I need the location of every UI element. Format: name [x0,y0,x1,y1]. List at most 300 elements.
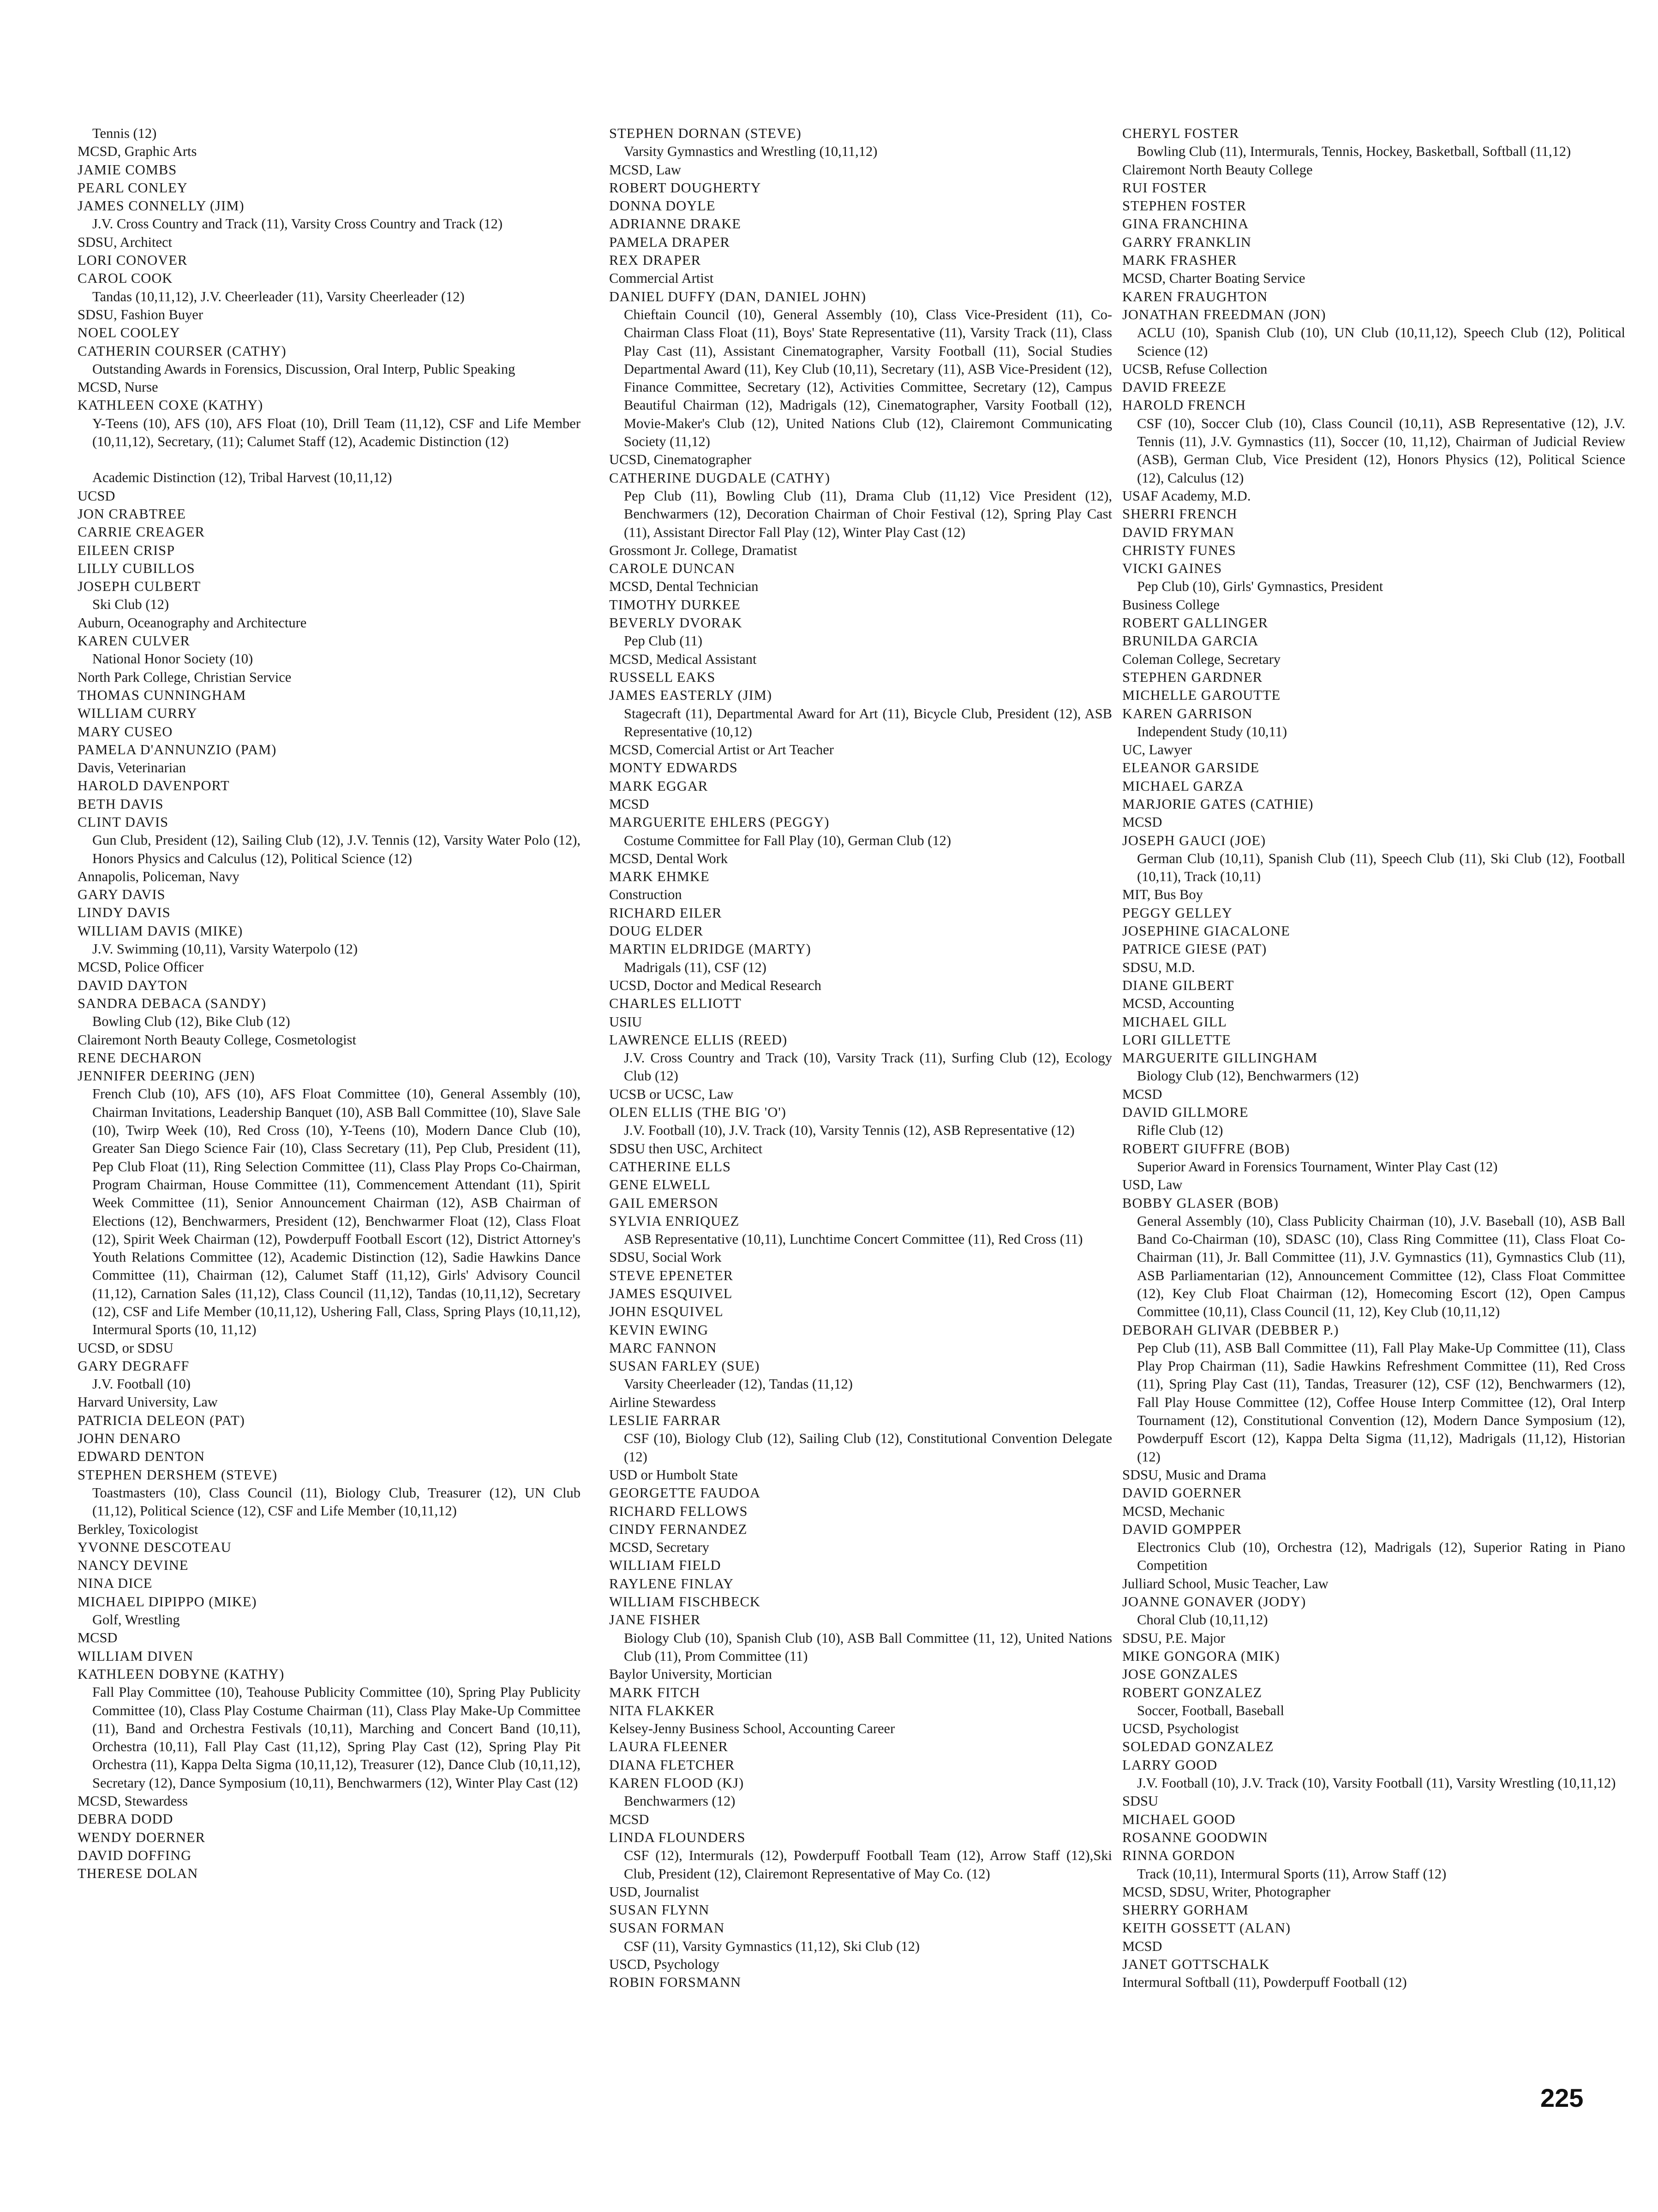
senior-name: LORI CONOVER [78,252,188,268]
senior-entry [609,215,1112,233]
senior-entry [78,704,581,722]
career-plan: Harvard University, Law [78,1394,218,1410]
career-plan: Julliard School, Music Teacher, Law [1122,1575,1329,1592]
senior-name: ROBERT DOUGHERTY [609,179,761,196]
senior-entry [609,995,1112,1031]
senior-name: GINA FRANCHINA [1122,216,1249,232]
senior-entry [1122,668,1625,686]
senior-name: LINDA FLOUNDERS [609,1829,746,1845]
senior-name: OLEN ELLIS (THE BIG 'O') [609,1104,786,1121]
senior-entry [78,487,581,505]
senior-entry [1122,1829,1625,1847]
senior-entry [609,1212,1112,1267]
career-plan: USD or Humbolt State [609,1467,738,1483]
senior-entry [78,1556,581,1574]
career-plan: Clairemont North Beauty College [1122,161,1313,178]
senior-name: LARRY GOOD [1122,1757,1218,1773]
senior-name: ROBERT GIUFFRE (BOB) [1122,1140,1290,1157]
senior-name: WILLIAM FIELD [609,1557,721,1574]
career-plan: Commercial Artist [609,270,714,286]
career-plan: SDSU, M.D. [1122,959,1195,975]
senior-name: SYLVIA ENRIQUEZ [609,1213,740,1229]
activities-text: Biology Club (10), Spanish Club (10), ASB Ball Committee (11, 12), United Nations Club (11), Prom Committee (11) [624,1630,1112,1664]
senior-name: MARGUERITE GILLINGHAM [1122,1050,1318,1066]
senior-entry [609,197,1112,215]
senior-name: STEPHEN GARDNER [1122,669,1263,685]
career-plan: Grossmont Jr. College, Dramatist [609,542,797,558]
career-plan: Construction [609,887,682,903]
senior-entry [78,1448,581,1466]
activities-text: Varsity Gymnastics and Wrestling (10,11,12) [624,143,878,160]
career-plan: Kelsey-Jenny Business School, Accounting Career [609,1721,895,1737]
senior-name: ELEANOR GARSIDE [1122,760,1260,776]
senior-name: CATHERINE ELLS [609,1158,731,1175]
senior-name: CHERYL FOSTER [1122,125,1239,141]
senior-entry [78,1067,581,1357]
senior-name: JON CRABTREE [78,506,186,522]
senior-name: MICHAEL GILL [1122,1014,1227,1030]
senior-entry [78,143,581,161]
senior-entry [78,505,581,523]
senior-name: LINDY DAVIS [78,905,171,921]
senior-name: CLINT DAVIS [78,814,169,830]
senior-entry [78,1810,581,1828]
career-plan: MCSD [1122,1086,1162,1102]
roster-column-2 [609,125,1112,1992]
senior-entry [1122,1847,1625,1901]
senior-entry [609,1484,1112,1502]
activities-text: Biology Club (12), Benchwarmers (12) [1137,1068,1359,1084]
activities-text: Soccer, Football, Baseball [1137,1702,1284,1718]
activities-text: Pep Club (11) [624,633,702,649]
career-plan: MCSD [609,796,649,812]
senior-entry [609,1031,1112,1103]
career-plan: UCSD, Psychologist [1122,1721,1239,1737]
senior-entry [1122,777,1625,795]
career-plan: MCSD, Stewardess [78,1793,188,1809]
senior-entry [78,632,581,686]
senior-entry [609,1357,1112,1412]
senior-entry [1122,288,1625,306]
senior-entry [609,469,1112,560]
senior-entry [1122,251,1625,288]
activities-text: Y-Teens (10), AFS (10), AFS Float (10), Drill Team (11,12), CSF and Life Member (10,11,12), Secretary, (11); Calumet Staff (12), Academic Distinction (12) [92,415,581,450]
senior-entry [609,668,1112,686]
activities-text: French Club (10), AFS (10), AFS Float Committee (10), General Assembly (10), Chairman Invitations, Leadership Banquet (10), ASB Ball Committee (10), Slave Sale (10), Twirp Week (10), Red Cross (10), Y-Teens (10), Modern Dance Club (10), Greater San Diego Science Fair (10), Class Secretary (11), Pep Club, President (11), Pep Club Float (11), Ring Selection Committee (11), Class Play Props Co-Chairman, Program Chairman, House Committee (11), Commencement Attendant (11), Spirit Week Committee (11), Senior Announcement Chairman (12), ASB Chairman of Elections (12), Benchwarmers, President (12), Benchwarmer Float (12), Class Float (12), Spirit Week Chairman (12), Powderpuff Football Escort (12), District Attorney's Youth Relations Committee (12), Academic Distinction (12), Sadie Hawkins Dance Committee (11), Chairman (12), Calumet Staff (11,12), Girls' Advisory Council (11,12), Carnation Sales (11,12), Class Council (11,12), Tandas (10,11,12), Secretary (12), CSF and Life Member (10,11,12), Ushering Fall, Class, Spring Plays (10,11,12), Intermural Sports (10, 11,12) [92,1086,581,1338]
career-plan: MCSD, Nurse [78,379,158,395]
senior-entry [78,922,581,977]
senior-name: MARK FITCH [609,1684,700,1700]
senior-entry [1122,940,1625,977]
senior-name: RENE DECHARON [78,1049,202,1066]
senior-entry [78,1357,581,1412]
senior-name: JOSEPHINE GIACALONE [1122,923,1290,939]
senior-entry [78,795,581,813]
senior-name: THOMAS CUNNINGHAM [78,687,246,703]
senior-entry [78,995,581,1049]
senior-name: STEPHEN DORNAN (STEVE) [609,125,802,141]
senior-name: NITA FLAKKER [609,1702,715,1718]
senior-entry [1122,1665,1625,1683]
senior-entry [78,179,581,197]
activities-text: Toastmasters (10), Class Council (11), Biology Club, Treasurer (12), UN Club (11,12), Political Science (12), CSF and Life Member (10,11,12) [92,1485,581,1519]
senior-entry [78,542,581,560]
senior-entry [609,1502,1112,1520]
senior-entry [609,179,1112,197]
senior-name: DAVID FRYMAN [1122,524,1234,540]
career-plan: MCSD, SDSU, Writer, Photographer [1122,1884,1331,1900]
senior-name: ROSANNE GOODWIN [1122,1829,1268,1845]
senior-entry [1122,306,1625,378]
senior-entry [1122,614,1625,632]
senior-name: BETH DAVIS [78,796,164,812]
senior-name: GARRY FRANKLIN [1122,234,1251,250]
career-plan: MCSD, Mechanic [1122,1503,1225,1519]
senior-name: JOHN ESQUIVEL [609,1304,724,1320]
senior-name: MARGUERITE EHLERS (PEGGY) [609,814,830,830]
activities-text: Fall Play Committee (10), Teahouse Publicity Committee (10), Spring Play Publicity Committee (10), Class Play Costume Chairman (11), Class Play Make-Up Committee (11), Band and Orchestra Festivals (10,11), Marching and Concert Band (10,11), Orchestra (10,11), Fall Play Cast (11,12), Spring Play Cast (12), Spring Play Pit Orchestra (11), Kappa Delta Sigma (10,11,12), Treasurer (12), Dance Club (10,11,12), Secretary (12), Dance Symposium (10,11), Benchwarmers (12), Winter Play Cast (12) [92,1684,581,1791]
senior-name: DEBORAH GLIVAR (DEBBER P.) [1122,1322,1339,1338]
senior-name: MARK FRASHER [1122,252,1237,268]
senior-entry [609,1919,1112,1974]
senior-entry [78,1412,581,1430]
senior-name: DOUG ELDER [609,923,703,939]
activities-text: J.V. Cross Country and Track (10), Varsity Track (11), Surfing Club (12), Ecology Club (12) [624,1050,1112,1084]
career-plan: MCSD, Secretary [609,1539,709,1556]
senior-name: DEBRA DODD [78,1811,174,1827]
senior-entry [1122,904,1625,922]
career-plan: Davis, Veterinarian [78,760,186,776]
senior-entry [609,1575,1112,1593]
career-plan: North Park College, Christian Service [78,669,292,685]
senior-name: VICKI GAINES [1122,560,1222,577]
senior-entry [78,1466,581,1538]
senior-entry [609,940,1112,995]
senior-entry [78,578,581,632]
senior-entry [1122,125,1625,179]
senior-entry [609,1520,1112,1557]
senior-name: JOANNE GONAVER (JODY) [1122,1594,1306,1610]
senior-name: JAMES ESQUIVEL [609,1286,733,1301]
senior-name: MARTIN ELDRIDGE (MARTY) [609,941,811,957]
activities-text: CSF (10), Soccer Club (10), Class Council (10,11), ASB Representative (12), J.V. Tennis (11), J.V. Gymnastics (11), Soccer (10, 11,12), Chairman of Judicial Review (ASB), German Club, Vice President (12), Honors Physics (12), Political Science (12), Calculus (12) [1137,415,1625,486]
senior-entry [1122,686,1625,704]
career-plan: USCD, Psychology [609,1956,719,1972]
senior-entry [609,1684,1112,1702]
career-plan: SDSU [1122,1793,1158,1809]
senior-name: JAMES EASTERLY (JIM) [609,687,772,704]
senior-entry [1122,1484,1625,1520]
senior-entry [1122,179,1625,197]
senior-name: ADRIANNE DRAKE [609,216,741,232]
activities-text: J.V. Cross Country and Track (11), Varsity Cross Country and Track (12) [92,216,503,232]
career-plan: MCSD [1122,1938,1162,1954]
senior-name: SUSAN FARLEY (SUE) [609,1358,760,1374]
activities-text: Ski Club (12) [92,596,169,613]
senior-name: LILLY CUBILLOS [78,560,195,576]
senior-name: PAMELA DRAPER [609,234,730,250]
senior-entry [609,1412,1112,1484]
senior-name: KAREN FRAUGHTON [1122,288,1268,304]
senior-name: KEITH GOSSETT (ALAN) [1122,1920,1291,1936]
senior-entry [1122,1593,1625,1647]
activities-text: Golf, Wrestling [92,1612,180,1628]
senior-entry [609,560,1112,596]
senior-name: RUSSELL EAKS [609,669,716,685]
senior-name: HAROLD FRENCH [1122,397,1246,413]
career-plan: SDSU, Social Work [609,1249,722,1265]
senior-entry [78,686,581,704]
senior-entry [1122,1049,1625,1103]
senior-name: DAVID DOFFING [78,1847,192,1863]
senior-name: DAVID DAYTON [78,977,188,993]
senior-name: KEVIN EWING [609,1322,709,1338]
senior-name: STEPHEN FOSTER [1122,198,1247,214]
career-plan: Coleman College, Secretary [1122,651,1281,667]
senior-name: SOLEDAD GONZALEZ [1122,1739,1274,1755]
senior-entry [1122,977,1625,1013]
senior-name: CAROLE DUNCAN [609,560,736,577]
senior-entry [609,1901,1112,1919]
senior-entry [609,251,1112,288]
senior-entry [1122,1031,1625,1049]
senior-entry [609,1774,1112,1829]
activities-text: J.V. Football (10), J.V. Track (10), Varsity Football (11), Varsity Wrestling (10,11,12) [1137,1775,1616,1791]
senior-name: SUSAN FLYNN [609,1902,710,1918]
senior-entry [78,197,581,251]
career-plan: Berkley, Toxicologist [78,1521,198,1537]
senior-name: MIKE GONGORA (MIK) [1122,1648,1280,1664]
senior-entry [609,1285,1112,1303]
senior-entry [1122,1811,1625,1829]
page-number: 225 [1540,2083,1584,2112]
senior-name: MARJORIE GATES (CATHIE) [1122,796,1314,812]
senior-name: WENDY DOERNER [78,1829,206,1845]
senior-name: DAVID GOERNER [1122,1485,1242,1501]
senior-name: WILLIAM CURRY [78,705,198,721]
senior-name: DAVID GILLMORE [1122,1104,1249,1121]
senior-name: DANIEL DUFFY (DAN, DANIEL JOHN) [609,288,867,304]
senior-entry [609,233,1112,251]
senior-name: PEARL CONLEY [78,179,188,196]
career-plan: Airline Stewardess [609,1394,716,1410]
senior-entry [609,1103,1112,1158]
senior-name: JAMES CONNELLY (JIM) [78,198,245,214]
career-plan: USAF Academy, M.D. [1122,488,1251,504]
senior-entry [78,342,581,397]
activities-text: Pep Club (11), ASB Ball Committee (11), Fall Play Make-Up Committee (11), Class Play Prop Chairman (11), Sadie Hawkins Refreshment Committee (11), Red Cross (11), Spring Play Cast (11), Tandas, Treasurer (12), CSF (12), Benchwarmers (12), Fall Play House Committee (12), Coffee House Interp Committee (12), Oral Interp Tournament (12), Constitutional Convention (12), Modern Dance Symposium (12), Powderpuff Escort (12), Kappa Delta Sigma (11,12), Madrigals (11,12), Historian (12) [1137,1340,1625,1465]
senior-entry [1122,1520,1625,1593]
senior-name: WILLIAM DAVIS (MIKE) [78,923,243,939]
senior-name: DAVID FREEZE [1122,379,1227,395]
senior-name: CARRIE CREAGER [78,524,205,540]
senior-entry [609,1176,1112,1194]
senior-entry [78,1865,581,1883]
senior-entry [609,777,1112,814]
career-plan: SDSU, Architect [78,234,173,250]
senior-entry [1122,759,1625,777]
activities-text: Varsity Cheerleader (12), Tandas (11,12) [624,1376,853,1392]
senior-entry [609,1593,1112,1611]
senior-entry [1122,560,1625,614]
activities-text: Pep Club (10), Girls' Gymnastics, President [1137,578,1383,595]
career-plan: Baylor University, Mortician [609,1666,772,1682]
senior-entry [78,1593,581,1647]
senior-entry [1122,1647,1625,1665]
activities-text: Pep Club (11), Bowling Club (11), Drama Club (11,12) Vice President (12), Benchwarmers (12), Decoration Chairman of Choir Festival (12), Spring Play Cast (11), Assistant Director Fall Play (12), Winter Play Cast (12) [624,488,1112,540]
senior-entry [78,813,581,886]
senior-entry [1122,1901,1625,1919]
senior-entry [609,1158,1112,1176]
career-plan: USIU [609,1014,642,1030]
career-plan: MCSD [1122,814,1162,830]
career-plan: Clairemont North Beauty College, Cosmetologist [78,1031,356,1048]
senior-name: KAREN CULVER [78,633,190,649]
senior-entry [78,269,581,324]
senior-entry [78,741,581,777]
senior-name: JOSEPH CULBERT [78,578,201,595]
senior-name: CATHERINE DUGDALE (CATHY) [609,470,831,486]
career-plan: Annapolis, Policeman, Navy [78,868,239,884]
senior-name: JAMIE COMBS [78,161,177,178]
career-plan: UCSB, Refuse Collection [1122,361,1268,377]
senior-name: KATHLEEN DOBYNE (KATHY) [78,1666,285,1682]
senior-entry [1122,795,1625,832]
senior-name: ROBERT GALLINGER [1122,615,1269,631]
activities-text: Chieftain Council (10), General Assembly (10), Class Vice-President (11), Co-Chairman Class Float (11), Boys' State Representative (11), Varsity Track (11), Class Play Cast (11), Assistant Cinematographer, Varsity Football (11), Social Studies Departmental Award (11), Key Club (10,11), Secretary (11), ASB Vice-President (12), Finance Committee, Secretary (12), Activities Committee, Secretary (12), Campus Beautiful Chairman (12), Madrigals (12), Cinematographer, Varsity Football (12), Movie-Maker's Club (12), United Nations Club (12), Clairemont Communicating Society (11,12) [624,306,1112,450]
senior-entry [78,1538,581,1556]
senior-entry [609,1829,1112,1901]
career-plan: SDSU, P.E. Major [1122,1630,1225,1646]
senior-name: YVONNE DESCOTEAU [78,1539,232,1555]
activities-text: Tennis (12) [92,125,157,141]
senior-entry [1122,705,1625,759]
senior-name: LAURA FLEENER [609,1739,728,1755]
senior-name: CHRISTY FUNES [1122,542,1236,558]
senior-entry [609,288,1112,469]
senior-name: LESLIE FARRAR [609,1413,721,1429]
career-plan: MCSD [609,1811,649,1827]
career-plan: Intermural Softball (11), Powderpuff Football (12) [1122,1974,1407,1991]
senior-name: DAVID GOMPPER [1122,1521,1242,1537]
activities-text: Madrigals (11), CSF (12) [624,959,766,975]
senior-name: DIANA FLETCHER [609,1757,735,1773]
senior-entry [1122,505,1625,523]
senior-name: HAROLD DAVENPORT [78,778,230,794]
senior-name: SHERRI FRENCH [1122,506,1238,522]
senior-entry [1122,1013,1625,1031]
senior-name: ROBERT GONZALEZ [1122,1684,1263,1700]
senior-entry [1122,922,1625,940]
activities-text: Superior Award in Forensics Tournament, Winter Play Cast (12) [1137,1158,1498,1175]
senior-name: SUSAN FORMAN [609,1920,725,1936]
senior-name: PATRICE GIESE (PAT) [1122,941,1267,957]
activities-text: National Honor Society (10) [92,651,253,667]
senior-name: CINDY FERNANDEZ [609,1521,748,1537]
senior-entry [78,125,581,143]
senior-name: SANDRA DEBACA (SANDY) [78,995,267,1011]
senior-name: RINNA GORDON [1122,1848,1235,1864]
activities-text: Electronics Club (10), Orchestra (12), Madrigals (12), Superior Rating in Piano Competition [1137,1539,1625,1574]
senior-entry [1122,1756,1625,1811]
senior-name: JOHN DENARO [78,1431,181,1447]
senior-entry [78,886,581,904]
senior-name: LORI GILLETTE [1122,1031,1231,1048]
senior-entry [78,1049,581,1067]
career-plan: MCSD, Dental Work [609,850,728,866]
activities-text: Choral Club (10,11,12) [1137,1612,1268,1628]
senior-name: WILLIAM DIVEN [78,1648,193,1664]
senior-name: BEVERLY DVORAK [609,615,742,631]
senior-entry [609,1756,1112,1774]
senior-name: EILEEN CRISP [78,542,175,558]
senior-entry [1122,1956,1625,1992]
career-plan: MCSD [78,1630,118,1646]
career-plan: Auburn, Oceanography and Architecture [78,614,307,631]
senior-name: NANCY DEVINE [78,1557,189,1574]
senior-name: MARK EGGAR [609,778,708,794]
senior-name: JOSEPH GAUCI (JOE) [1122,832,1266,848]
senior-name: GARY DAVIS [78,887,166,903]
senior-entry [609,1556,1112,1574]
senior-name: PEGGY GELLEY [1122,905,1233,921]
senior-name: RUI FOSTER [1122,179,1207,196]
senior-name: GARY DEGRAFF [78,1358,190,1374]
activities-text: Track (10,11), Intermural Sports (11), Arrow Staff (12) [1137,1866,1447,1882]
activities-text: Academic Distinction (12), Tribal Harvest (10,11,12) [92,470,392,486]
activities-text: Costume Committee for Fall Play (10), German Club (12) [624,832,952,848]
career-plan: MCSD, Police Officer [78,959,204,975]
senior-entry [609,1321,1112,1339]
senior-entry [609,813,1112,868]
senior-name: WILLIAM FISCHBECK [609,1594,760,1610]
senior-entry [1122,1103,1625,1140]
senior-entry [78,1847,581,1865]
senior-entry [609,904,1112,922]
senior-name: DONNA DOYLE [609,198,716,214]
activities-text: Rifle Club (12) [1137,1122,1223,1139]
senior-name: TIMOTHY DURKEE [609,596,741,613]
senior-name: MARK EHMKE [609,869,710,885]
activities-text: J.V. Football (10), J.V. Track (10), Varsity Tennis (12), ASB Representative (12) [624,1122,1075,1139]
senior-entry [609,1611,1112,1683]
senior-name: KATHLEEN COXE (KATHY) [78,397,263,413]
roster-column-3 [1122,125,1625,1992]
senior-name: REX DRAPER [609,252,701,268]
activities-text: Tandas (10,11,12), J.V. Cheerleader (11), Varsity Cheerleader (12) [92,288,465,304]
senior-entry [1122,1140,1625,1194]
senior-name: NOEL COOLEY [78,325,180,341]
entry-spacer [78,451,581,469]
activities-text: ACLU (10), Spanish Club (10), UN Club (10,11,12), Speech Club (12), Political Science (12) [1137,325,1625,359]
senior-entry [609,868,1112,904]
activities-text: Stagecraft (11), Departmental Award for Art (11), Bicycle Club, President (12), ASB Representative (10,12) [624,705,1112,739]
career-plan: MCSD, Law [609,161,681,178]
senior-entry [1122,632,1625,668]
senior-entry [78,469,581,487]
senior-name: RICHARD EILER [609,905,722,921]
senior-name: NINA DICE [78,1575,153,1592]
senior-name: STEPHEN DERSHEM (STEVE) [78,1467,278,1483]
senior-name: CHARLES ELLIOTT [609,996,742,1012]
career-plan: SDSU, Fashion Buyer [78,306,203,322]
senior-entry [609,1339,1112,1357]
senior-name: KAREN FLOOD (KJ) [609,1775,744,1791]
activities-text: Independent Study (10,11) [1137,723,1287,739]
senior-entry [609,922,1112,940]
senior-entry [1122,524,1625,542]
activities-text: Benchwarmers (12) [624,1793,736,1809]
